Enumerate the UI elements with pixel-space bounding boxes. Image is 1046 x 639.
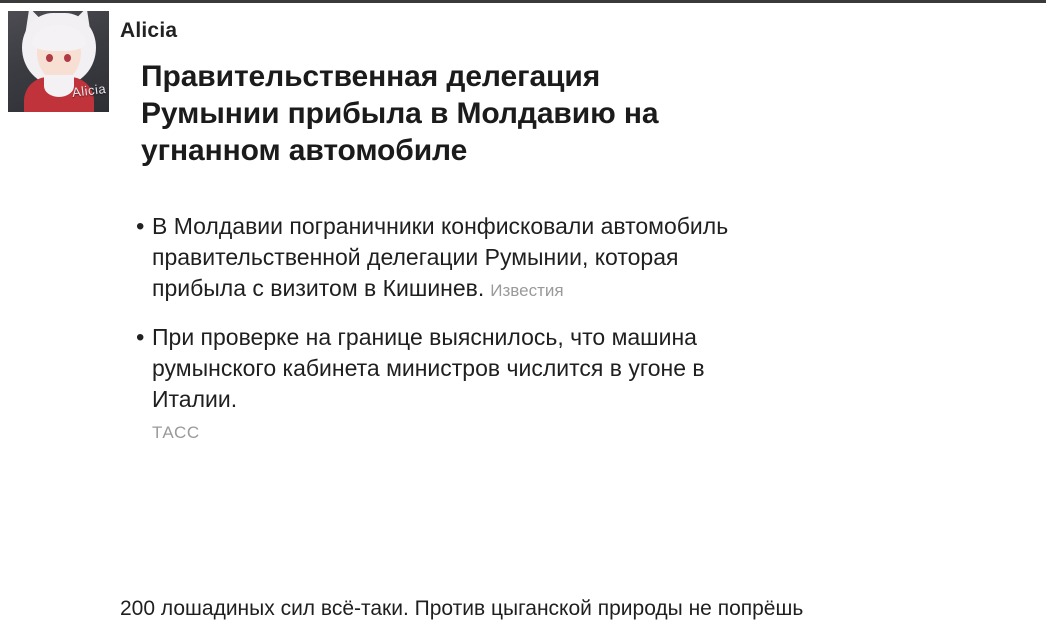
avatar-eye-right (64, 54, 71, 62)
avatar[interactable] (8, 11, 109, 112)
post-comment: 200 лошадиных сил всё-таки. Против цыганской природы не попрёшь (120, 597, 804, 620)
bullet-source: Известия (490, 281, 564, 300)
list-item (136, 322, 776, 448)
page-title: Правительственная делегация Румынии прибыла в Молдавию на угнанном автомобиле (141, 60, 659, 167)
bullet-body: При проверке на границе выяснилось, что машина румынского кабинета министров числится в угоне в Италии. (152, 324, 705, 412)
bullet-list (136, 211, 776, 464)
avatar-eye-left (46, 54, 53, 62)
bullet-text (152, 322, 776, 448)
bullet-source: ТАСС (152, 423, 200, 442)
list-item (136, 211, 776, 306)
post-author[interactable]: Alicia (120, 19, 178, 42)
top-divider (0, 0, 1046, 3)
avatar-nickname: Alicia (71, 80, 107, 101)
bullet-dot-icon: • (136, 324, 145, 351)
avatar-collar (44, 75, 74, 97)
bullet-dot-icon: • (136, 213, 145, 240)
bullet-text (152, 211, 776, 306)
bullet-body: В Молдавии пограничники конфисковали автомобиль правительственной делегации Румынии, которая прибыла с визитом в Кишинев. (152, 213, 729, 301)
